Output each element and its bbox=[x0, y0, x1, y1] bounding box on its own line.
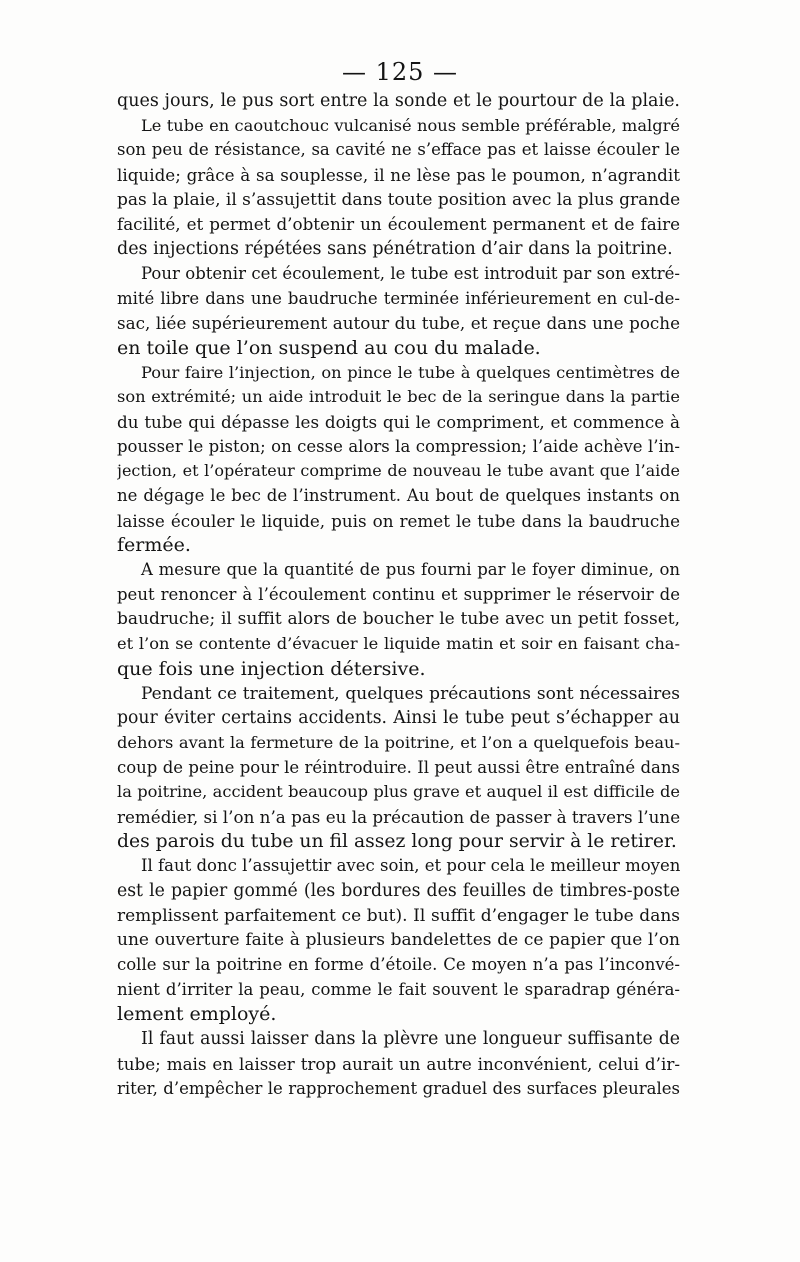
text-line: est le papier gommé (les bordures des feuilles de timbres-poste bbox=[117, 881, 680, 901]
text-line: la poitrine, accident beaucoup plus grave et auquel il est difficile de bbox=[117, 782, 680, 802]
text-line: remplissent parfaitement ce but). Il suffit d’engager le tube dans bbox=[117, 905, 680, 926]
text-line: coup de peine pour le réintroduire. Il peut aussi être entraîné dans bbox=[117, 757, 680, 777]
text-line: son peu de résistance, sa cavité ne s’efface pas et laisse écouler le bbox=[117, 140, 680, 160]
text-line: ques jours, le pus sort entre la sonde et le pourtour de la plaie. bbox=[117, 91, 680, 111]
text-line: tube; mais en laisser trop aurait un autre inconvénient, celui d’ir- bbox=[117, 1053, 680, 1074]
text-line: Le tube en caoutchouc vulcanisé nous semble préférable, malgré bbox=[141, 115, 680, 135]
text-line: Pendant ce traitement, quelques précautions sont nécessaires bbox=[141, 683, 680, 704]
text-line: A mesure que la quantité de pus fourni par le foyer diminue, on bbox=[141, 560, 680, 580]
text-line: remédier, si l’on n’a pas eu la précaution de passer à travers l’une bbox=[117, 806, 680, 827]
text-line: peut renoncer à l’écoulement continu et supprimer le réservoir de bbox=[117, 584, 680, 604]
text-line: jection, et l’opérateur comprime de nouveau le tube avant que l’aide bbox=[117, 461, 680, 481]
text-line: des injections répétées sans pénétration d’air dans la poitrine. bbox=[117, 239, 673, 260]
text-line: Il faut donc l’assujettir avec soin, et pour cela le meilleur moyen bbox=[141, 856, 680, 876]
text-line: que fois une injection détersive. bbox=[117, 657, 426, 680]
text-line: lement employé. bbox=[117, 1003, 277, 1026]
text-line: et l’on se contente d’évacuer le liquide matin et soir en faisant cha- bbox=[117, 634, 680, 654]
text-line: pour éviter certains accidents. Ainsi le tube peut s’échapper au bbox=[117, 708, 680, 729]
page-number: — 125 — bbox=[341, 58, 459, 86]
text-line: dehors avant la fermeture de la poitrine, et l’on a quelquefois beau- bbox=[117, 732, 680, 752]
text-line: nient d’irriter la peau, comme le fait souvent le sparadrap généra- bbox=[117, 979, 680, 999]
text-line: mité libre dans une baudruche terminée inférieurement en cul-de- bbox=[117, 288, 680, 308]
text-line: une ouverture faite à plusieurs bandelettes de ce papier que l’on bbox=[117, 930, 680, 951]
text-line: liquide; grâce à sa souplesse, il ne lèse pas le poumon, n’agrandit bbox=[117, 165, 680, 186]
text-line: Pour obtenir cet écoulement, le tube est introduit par son extré- bbox=[141, 263, 680, 283]
text-line: en toile que l’on suspend au cou du malade. bbox=[117, 336, 541, 359]
text-line: colle sur la poitrine en forme d’étoile. Ce moyen n’a pas l’inconvé- bbox=[117, 955, 680, 975]
text-line: riter, d’empêcher le rapprochement graduel des surfaces pleurales bbox=[117, 1078, 680, 1098]
text-line: Pour faire l’injection, on pince le tube à quelques centimètres de bbox=[141, 362, 680, 382]
text-line: son extrémité; un aide introduit le bec de la seringue dans la partie bbox=[117, 387, 680, 407]
text-line: des parois du tube un fil assez long pour servir à le retirer. bbox=[117, 830, 677, 852]
text-line: baudruche; il suffit alors de boucher le tube avec un petit fosset, bbox=[117, 609, 680, 630]
text-line: ne dégage le bec de l’instrument. Au bout de quelques instants on bbox=[117, 486, 680, 505]
text-line: pousser le piston; on cesse alors la compression; l’aide achève l’in- bbox=[117, 436, 680, 456]
text-line: pas la plaie, il s’assujettit dans toute position avec la plus grande bbox=[117, 189, 680, 210]
text-line: fermée. bbox=[117, 534, 191, 557]
text-line: Il faut aussi laisser dans la plèvre une longueur suffisante de bbox=[141, 1029, 680, 1050]
text-line: du tube qui dépasse les doigts qui le compriment, et commence à bbox=[117, 411, 680, 432]
text-line: sac, liée supérieurement autour du tube, et reçue dans une poche bbox=[117, 313, 680, 334]
text-line: facilité, et permet d’obtenir un écoulement permanent et de faire bbox=[117, 214, 680, 235]
text-line: laisse écouler le liquide, puis on remet le tube dans la baudruche bbox=[117, 510, 680, 531]
body-text bbox=[117, 89, 680, 1101]
